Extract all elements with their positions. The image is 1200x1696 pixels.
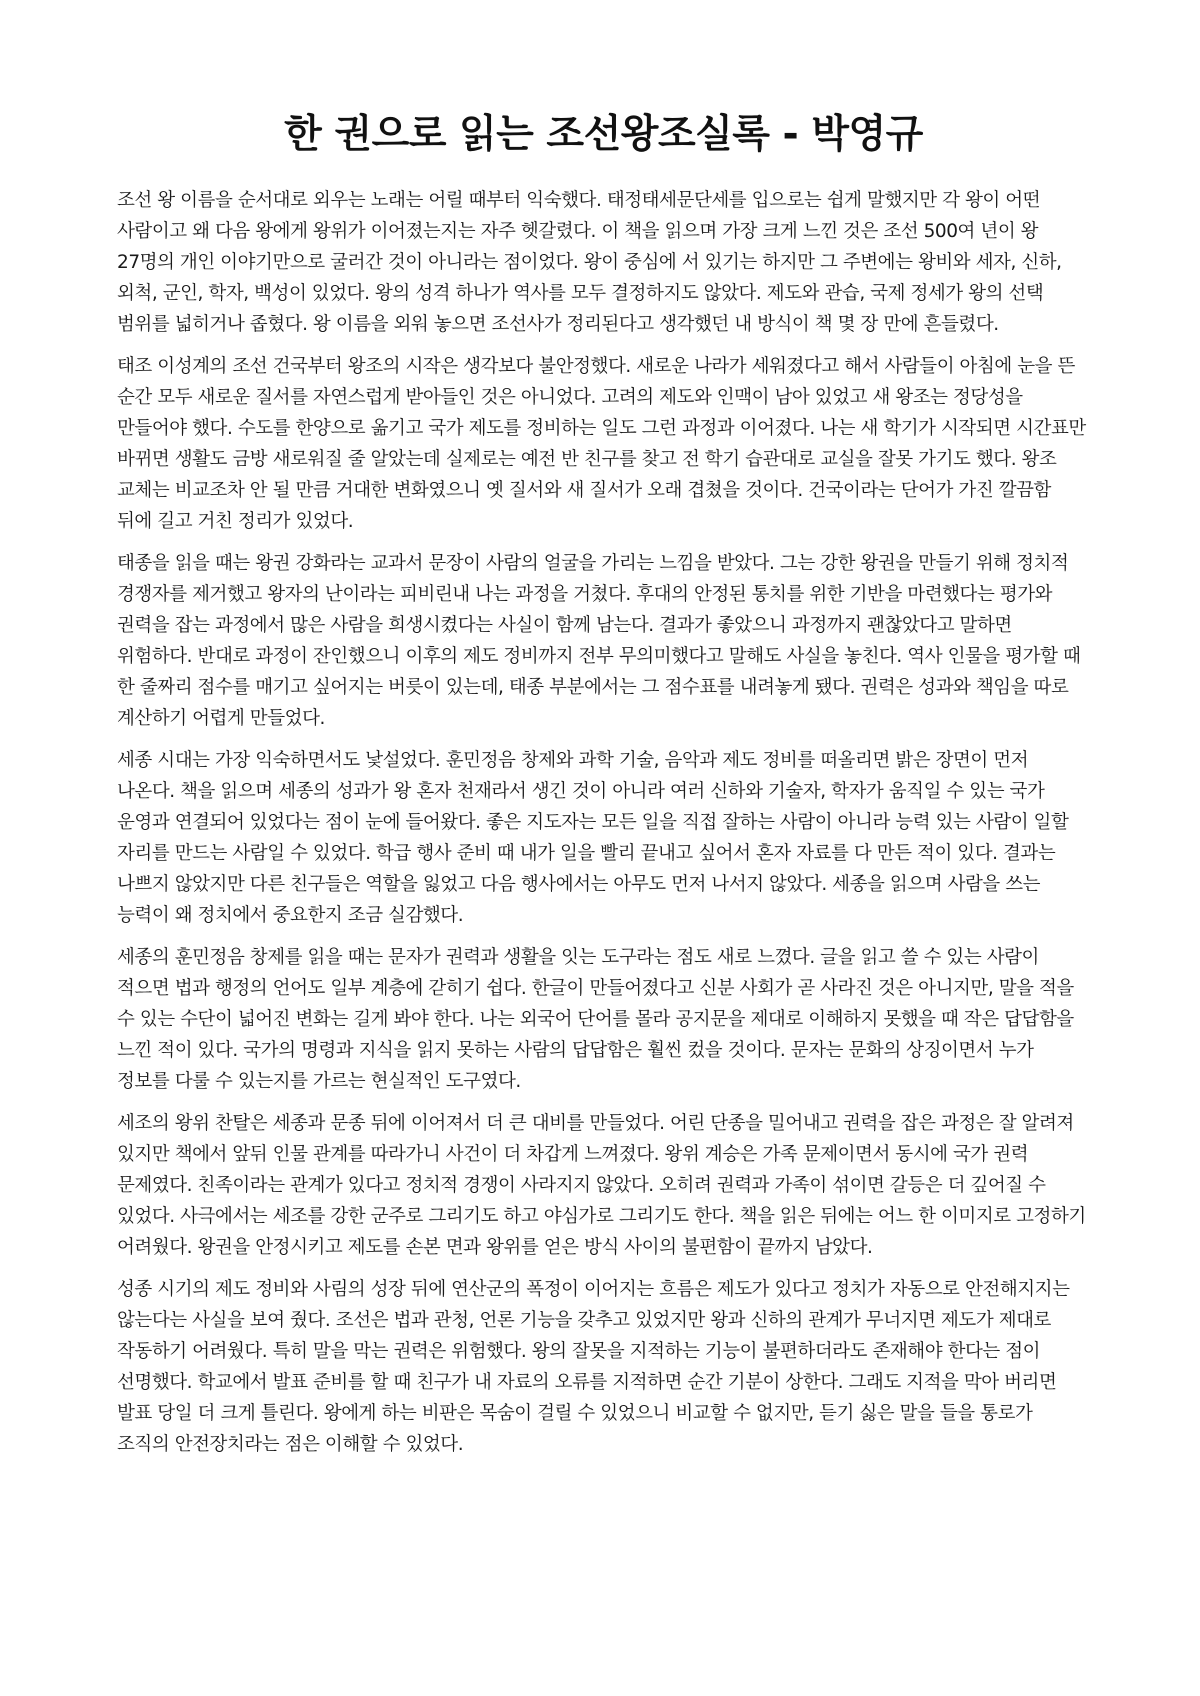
paragraph-5: 세종의 훈민정음 창제를 읽을 때는 문자가 권력과 생활을 잇는 도구라는 점도 새로 느꼈다. 글을 읽고 쓸 수 있는 사람이 적으면 법과 행정의 언어도 일부 계층에 갇히기 쉽다. 한글이 만들어졌다고 신분 사회가 곧 사라진 것은 아니지만, 말을 적을 수 있는 수단이 넓어진 변화는 길게 봐야 한다. 나는 외국어 단어를 몰라 공지문을 제대로 이해하지 못했을 때 작은 답답함을 느낀 적이 있다. 국가의 명령과 지식을 읽지 못하는 사람의 답답함은 훨씬 컸을 것이다. 문자는 문화의 상징이면서 누가 정보를 다룰 수 있는지를 가르는 현실적인 도구였다.	[117, 946, 1074, 1092]
paragraph-4: 세종 시대는 가장 익숙하면서도 낯설었다. 훈민정음 창제와 과학 기술, 음악과 제도 정비를 떠올리면 밝은 장면이 먼저 나온다. 책을 읽으며 세종의 성과가 왕 혼자 천재라서 생긴 것이 아니라 여러 신하와 기술자, 학자가 움직일 수 있는 국가 운영과 연결되어 있었다는 점이 눈에 들어왔다. 좋은 지도자는 모든 일을 직접 잘하는 사람이 아니라 능력 있는 사람이 일할 자리를 만드는 사람일 수 있었다. 학급 행사 준비 때 내가 일을 빨리 끝내고 싶어서 혼자 자료를 다 만든 적이 있다. 결과는 나쁘지 않았지만 다른 친구들은 역할을 잃었고 다음 행사에서는 아무도 먼저 나서지 않았다. 세종을 읽으며 사람을 쓰는 능력이 왜 정치에서 중요한지 조금 실감했다.	[117, 749, 1069, 926]
paragraph-3: 태종을 읽을 때는 왕권 강화라는 교과서 문장이 사람의 얼굴을 가리는 느낌을 받았다. 그는 강한 왕권을 만들기 위해 정치적 경쟁자를 제거했고 왕자의 난이라는 피비린내 나는 과정을 거쳤다. 후대의 안정된 통치를 위한 기반을 마련했다는 평가와 권력을 잡는 과정에서 많은 사람을 희생시켰다는 사실이 함께 남는다. 결과가 좋았으니 과정까지 괜찮았다고 말하면 위험하다. 반대로 과정이 잔인했으니 이후의 제도 정비까지 전부 무의미했다고 말해도 사실을 놓친다. 역사 인물을 평가할 때 한 줄짜리 점수를 매기고 싶어지는 버릇이 있는데, 태종 부분에서는 그 점수표를 내려놓게 됐다. 권력은 성과와 책임을 따로 계산하기 어렵게 만들었다.	[117, 552, 1081, 729]
paragraph-7: 성종 시기의 제도 정비와 사림의 성장 뒤에 연산군의 폭정이 이어지는 흐름은 제도가 있다고 정치가 자동으로 안전해지지는 않는다는 사실을 보여 줬다. 조선은 법과 관청, 언론 기능을 갖추고 있었지만 왕과 신하의 관계가 무너지면 제도가 제대로 작동하기 어려웠다. 특히 말을 막는 권력은 위험했다. 왕의 잘못을 지적하는 기능이 불편하더라도 존재해야 한다는 점이 선명했다. 학교에서 발표 준비를 할 때 친구가 내 자료의 오류를 지적하면 순간 기분이 상한다. 그래도 지적을 막아 버리면 발표 당일 더 크게 틀린다. 왕에게 하는 비판은 목숨이 걸릴 수 있었으니 비교할 수 없지만, 듣기 싫은 말을 들을 통로가 조직의 안전장치라는 점은 이해할 수 있었다.	[117, 1278, 1070, 1455]
document-body	[117, 185, 1090, 1460]
paragraph-2: 태조 이성계의 조선 건국부터 왕조의 시작은 생각보다 불안정했다. 새로운 나라가 세워졌다고 해서 사람들이 아침에 눈을 뜬 순간 모두 새로운 질서를 자연스럽게 받아들인 것은 아니었다. 고려의 제도와 인맥이 남아 있었고 새 왕조는 정당성을 만들어야 했다. 수도를 한양으로 옮기고 국가 제도를 정비하는 일도 그런 과정과 이어졌다. 나는 새 학기가 시작되면 시간표만 바뀌면 생활도 금방 새로워질 줄 알았는데 실제로는 예전 반 친구를 찾고 전 학기 습관대로 교실을 잘못 가기도 했다. 왕조 교체는 비교조차 안 될 만큼 거대한 변화였으니 옛 질서와 새 질서가 오래 겹쳤을 것이다. 건국이라는 단어가 가진 깔끔함 뒤에 길고 거친 정리가 있었다.	[117, 355, 1086, 532]
document-title: 한 권으로 읽는 조선왕조실록 - 박영규	[284, 112, 923, 157]
paragraph-1: 조선 왕 이름을 순서대로 외우는 노래는 어릴 때부터 익숙했다. 태정태세문단세를 입으로는 쉽게 말했지만 각 왕이 어떤 사람이고 왜 다음 왕에게 왕위가 이어졌는지는 자주 헷갈렸다. 이 책을 읽으며 가장 크게 느낀 것은 조선 500여 년이 왕 27명의 개인 이야기만으로 굴러간 것이 아니라는 점이었다. 왕이 중심에 서 있기는 하지만 그 주변에는 왕비와 세자, 신하, 외척, 군인, 학자, 백성이 있었다. 왕의 성격 하나가 역사를 모두 결정하지도 않았다. 제도와 관습, 국제 정세가 왕의 선택 범위를 넓히거나 좁혔다. 왕 이름을 외워 놓으면 조선사가 정리된다고 생각했던 내 방식이 책 몇 장 만에 흔들렸다.	[117, 189, 1062, 335]
paragraph-6: 세조의 왕위 찬탈은 세종과 문종 뒤에 이어져서 더 큰 대비를 만들었다. 어린 단종을 밀어내고 권력을 잡은 과정은 잘 알려져 있지만 책에서 앞뒤 인물 관계를 따라가니 사건이 더 차갑게 느껴졌다. 왕위 계승은 가족 문제이면서 동시에 국가 권력 문제였다. 친족이라는 관계가 있다고 정치적 경쟁이 사라지지 않았다. 오히려 권력과 가족이 섞이면 갈등은 더 깊어질 수 있었다. 사극에서는 세조를 강한 군주로 그리기도 하고 야심가로 그리기도 한다. 책을 읽은 뒤에는 어느 한 이미지로 고정하기 어려웠다. 왕권을 안정시키고 제도를 손본 면과 왕위를 얻은 방식 사이의 불편함이 끝까지 남았다.	[117, 1112, 1086, 1258]
